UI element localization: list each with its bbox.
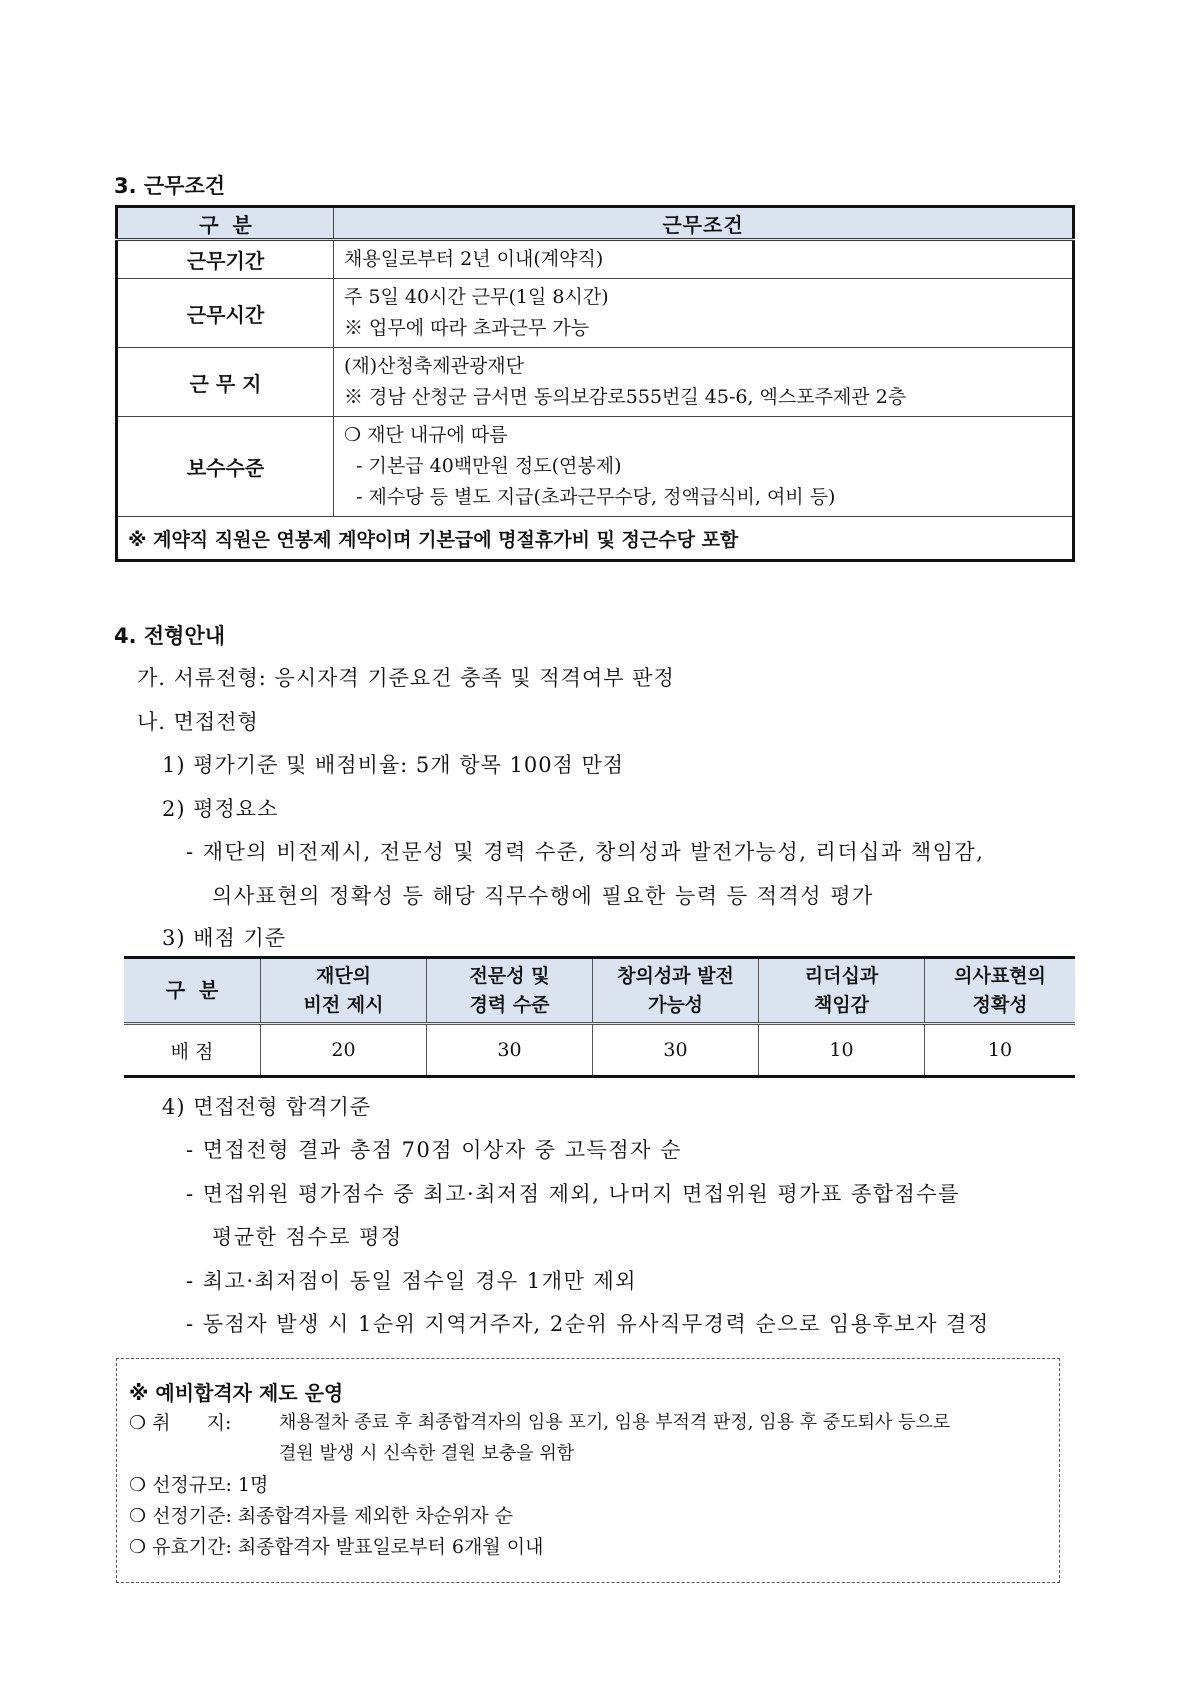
header-line: 리더십과 <box>804 964 879 987</box>
value-line: ※ 경남 산청군 금서면 동의보감로555번길 45-6, 엑스포주제관 2층 <box>344 386 907 408</box>
section-4-title: 4. 전형안내 <box>114 624 226 648</box>
header-line: 창의성과 발전 <box>617 964 734 987</box>
row-label: 보수수준 <box>117 417 334 517</box>
reserve-box-title: ※ 예비합격자 제도 운영 <box>129 1381 344 1405</box>
reserve-candidate-box <box>116 1358 1060 1583</box>
table-row <box>117 417 1074 517</box>
table-row <box>117 240 1074 279</box>
row-label: 근무기간 <box>117 240 334 279</box>
value-line: ❍ 재단 내규에 따름 <box>344 424 508 446</box>
value-line: - 기본급 40백만원 정도(연봉제) <box>344 455 622 477</box>
score-table <box>124 956 1075 1078</box>
pass-criteria-item: - 면접위원 평가점수 중 최고·최저점 제외, 나머지 면접위원 평가표 종합점수를 <box>186 1182 960 1206</box>
pass-criteria-item: - 면접전형 결과 총점 70점 이상자 중 고득점자 순 <box>186 1138 682 1162</box>
selection-scale: ❍ 선정규모: 1명 <box>129 1474 269 1496</box>
score-row-label: 배 점 <box>170 1040 214 1063</box>
evaluation-criteria: 1) 평가기준 및 배점비율: 5개 항목 100점 만점 <box>162 753 625 777</box>
row-value: 채용일로부터 2년 이내(계약직) <box>334 240 1074 279</box>
score-value: 10 <box>759 1024 925 1077</box>
header-category: 구 분 <box>117 207 334 240</box>
header-line: 전문성 및 <box>469 964 550 987</box>
work-conditions-table <box>115 205 1075 562</box>
row-value <box>334 348 1074 417</box>
row-label: 근 무 지 <box>117 348 334 417</box>
score-value: 20 <box>261 1024 427 1077</box>
evaluation-elements-line: - 재단의 비전제시, 전문성 및 경력 수준, 창의성과 발전가능성, 리더십과 책임감, <box>186 840 985 864</box>
header-line: 경력 수준 <box>469 993 550 1016</box>
document-screening: 가. 서류전형: 응시자격 기준요건 충족 및 적격여부 판정 <box>137 666 675 690</box>
table-note-row <box>117 517 1074 561</box>
header-conditions: 근무조건 <box>334 207 1074 240</box>
score-corner: 구 분 <box>124 958 261 1024</box>
header-line: 정확성 <box>972 993 1028 1016</box>
interview-screening: 나. 면접전형 <box>137 710 259 734</box>
score-header <box>925 958 1076 1024</box>
header-line: 책임감 <box>813 993 870 1016</box>
score-criteria-heading: 3) 배점 기준 <box>162 926 287 950</box>
pass-criteria-item: - 동점자 발생 시 1순위 지역거주자, 2순위 유사직무경력 순으로 임용후보자 결정 <box>186 1312 990 1336</box>
score-header <box>759 958 925 1024</box>
pass-criteria-heading: 4) 면접전형 합격기준 <box>162 1095 372 1119</box>
row-value <box>334 279 1074 348</box>
score-header <box>593 958 759 1024</box>
score-value: 30 <box>593 1024 759 1077</box>
pass-criteria-item: - 최고·최저점이 동일 점수일 경우 1개만 제외 <box>186 1269 638 1293</box>
table-row <box>117 279 1074 348</box>
score-header <box>427 958 593 1024</box>
score-value: 30 <box>427 1024 593 1077</box>
table-row <box>117 348 1074 417</box>
row-label: 근무시간 <box>117 279 334 348</box>
section-3-title: 3. 근무조건 <box>114 174 226 198</box>
header-line: 의사표현의 <box>954 964 1046 987</box>
value-line: ※ 업무에 따라 초과근무 가능 <box>344 317 590 339</box>
purpose-text: 채용절차 종료 후 최종합격자의 임용 포기, 임용 부적격 판정, 임용 후 중도퇴사 등으로 <box>279 1412 951 1433</box>
score-header-row <box>124 958 1075 1024</box>
value-line: - 제수당 등 별도 지급(초과근무수당, 정액급식비, 여비 등) <box>344 486 836 508</box>
header-line: 재단의 <box>315 964 372 987</box>
validity-period: ❍ 유효기간: 최종합격자 발표일로부터 6개월 이내 <box>129 1536 544 1558</box>
evaluation-elements-line: 의사표현의 정확성 등 해당 직무수행에 필요한 능력 등 적격성 평가 <box>212 884 874 908</box>
table-header-row <box>117 207 1074 240</box>
header-line: 비전 제시 <box>303 993 384 1016</box>
purpose-text: 결원 발생 시 신속한 결원 보충을 위함 <box>279 1443 575 1464</box>
row-value <box>334 417 1074 517</box>
selection-criteria: ❍ 선정기준: 최종합격자를 제외한 차순위자 순 <box>129 1505 514 1527</box>
score-value: 10 <box>925 1024 1076 1077</box>
purpose-label: ❍ 취 지: <box>129 1412 232 1434</box>
evaluation-elements: 2) 평정요소 <box>162 797 279 821</box>
score-value-row <box>124 1024 1075 1077</box>
contract-note: ※ 계약직 직원은 연봉제 계약이며 기본급에 명절휴가비 및 정근수당 포함 <box>117 517 1074 561</box>
value-line: (재)산청축제관광재단 <box>344 355 525 377</box>
score-header <box>261 958 427 1024</box>
header-line: 가능성 <box>647 993 704 1016</box>
value-line: 주 5일 40시간 근무(1일 8시간) <box>344 286 609 308</box>
pass-criteria-item: 평균한 점수로 평정 <box>212 1225 403 1249</box>
